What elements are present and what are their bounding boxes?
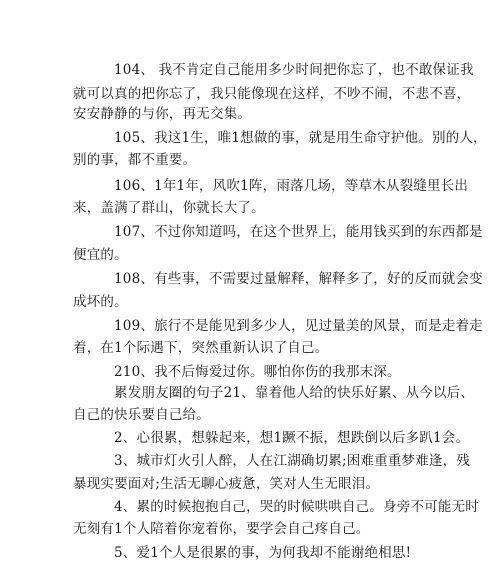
text-line: 104、 我不肯定自己能用多少时间把你忘了，也不敢保证我 xyxy=(114,62,474,78)
text-line: 4、累的时候抱抱自己，哭的时候哄哄自己。身旁不可能无时 xyxy=(114,499,479,515)
text-line: 别的事，都不重要。 xyxy=(73,152,197,168)
text-line: 来，盖满了群山，你就长大了。 xyxy=(73,200,265,216)
text-line: 暴现实要面对;生活无聊心疲惫，笑对人生无眼泪。 xyxy=(73,476,380,492)
text-line: 自己的快乐要自己给。 xyxy=(73,407,210,423)
text-line: 210、我不后悔爱过你。哪怕你伤的我那末深。 xyxy=(114,364,401,380)
text-line: 109、旅行不是能见到多少人，见过量美的风景，而是走着走 xyxy=(114,318,483,334)
text-line: 105、我这1生，唯1想做的事，就是用生命守护他。别的人， xyxy=(114,130,487,146)
text-line: 106、1年1年，风吹1阵，雨落几场，等草木从裂缝里长出 xyxy=(114,178,469,194)
text-line: 3、城市灯火引人醉，人在江湖确切累;困难重重梦难逢，残 xyxy=(114,453,471,469)
text-line: 108、有些事，不需要过量解释，解释多了，好的反而就会变 xyxy=(114,271,483,287)
text-line: 累发朋友圈的句子21、靠着他人给的快乐好累、从今以后、 xyxy=(114,385,475,401)
text-line: 成坏的。 xyxy=(73,294,128,310)
text-line: 2、心很累，想躲起来，想1蹶不振，想跌倒以后多趴1会。 xyxy=(114,430,470,446)
text-line: 5、爱1个人是很累的事，为何我却不能谢绝相思! xyxy=(114,545,412,561)
text-line: 就可以真的把你忘了，我只能像现在这样，不吵不闹，不悲不喜， xyxy=(73,86,471,102)
text-line: 着，在1个际遇下，突然重新认识了自己。 xyxy=(73,340,329,356)
text-line: 安安静静的与你，再无交集。 xyxy=(73,106,252,122)
text-line: 107、不过你知道吗，在这个世界上，能用钱买到的东西都是 xyxy=(114,224,483,240)
text-line: 无刻有1个人陪着你宠着你，要学会自己疼自己。 xyxy=(73,521,370,537)
text-line: 便宜的。 xyxy=(73,247,128,263)
